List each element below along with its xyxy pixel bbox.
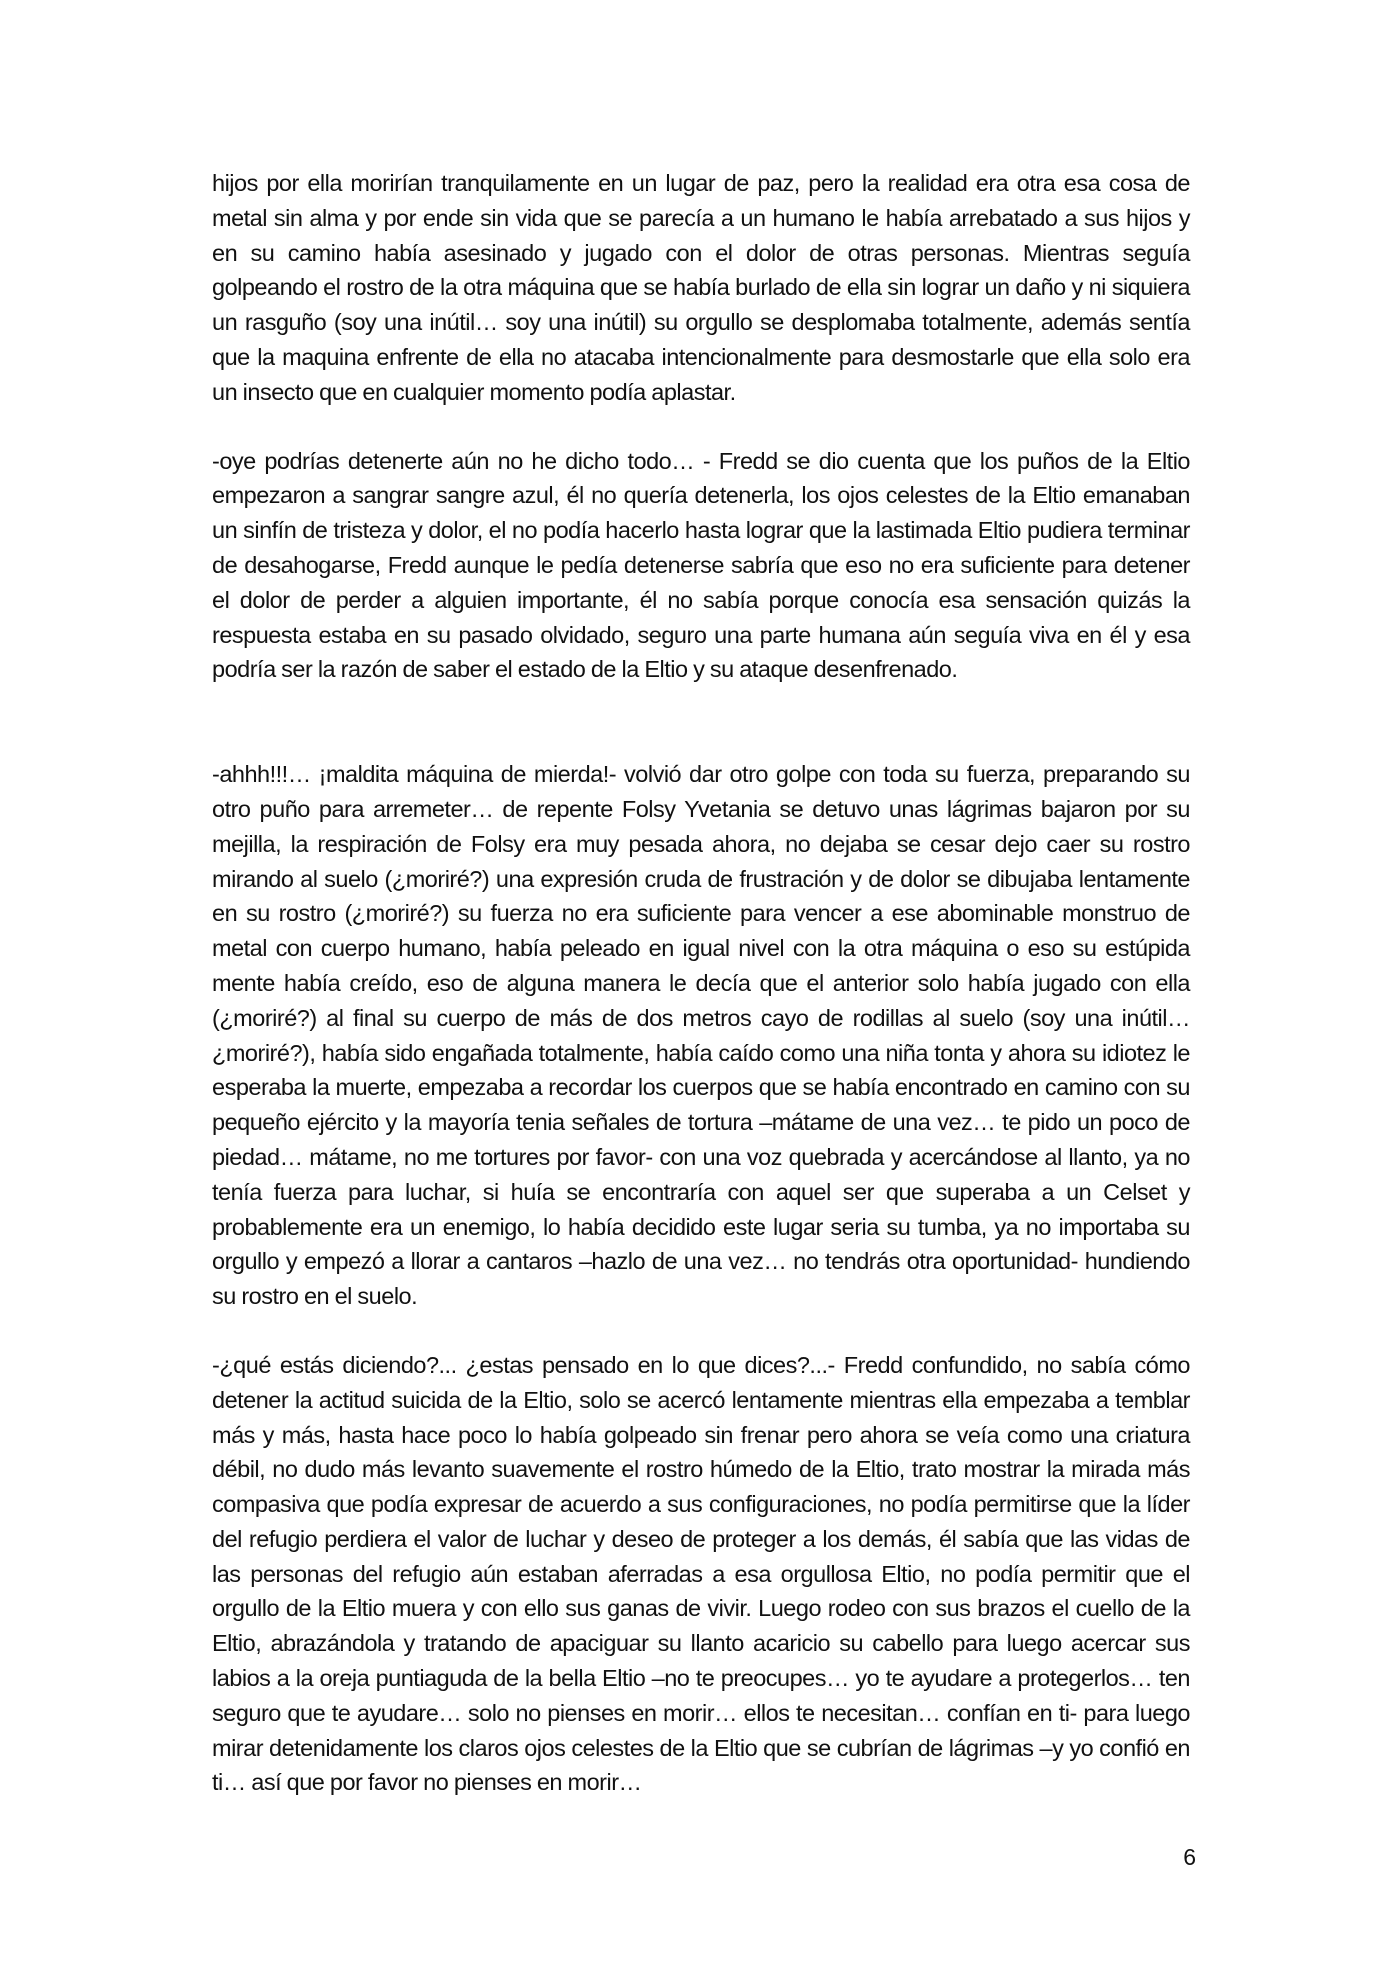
- paragraph-3: -ahhh!!!… ¡maldita máquina de mierda!- volvió dar otro golpe con toda su fuerza, preparando su otro puño para arremeter… de repente Folsy Yvetania se detuvo unas lágrimas bajaron por su mejilla, la respiración de Folsy era muy pesada ahora, no dejaba se cesar dejo caer su rostro mirando al suelo (¿moriré?) una expresión cruda de frustración y de dolor se dibujaba lentamente en su rostro (¿moriré?) su fuerza no era suficiente para vencer a ese abominable monstruo de metal con cuerpo humano, había peleado en igual nivel con la otra máquina o eso su estúpida mente había creído, eso de alguna manera le decía que el anterior solo había jugado con ella (¿moriré?) al final su cuerpo de más de dos metros cayo de rodillas al suelo (soy una inútil… ¿moriré?), había sido engañada totalmente, había caído como una niña tonta y ahora su idiotez le esperaba la muerte, empezaba a recordar los cuerpos que se había encontrado en camino con su pequeño ejército y la mayoría tenia señales de tortura –mátame de una vez… te pido un poco de piedad… mátame, no me tortures por favor- con una voz quebrada y acercándose al llanto, ya no tenía fuerza para luchar, si huía se encontraría con aquel ser que superaba a un Celset y probablemente era un enemigo, lo había decidido este lugar seria su tumba, ya no importaba su orgullo y empezó a llorar a cantaros –hazlo de una vez… no tendrás otra oportunidad- hundiendo su rostro en el suelo.: [212, 761, 1190, 1310]
- paragraph-2: -oye podrías detenerte aún no he dicho todo… - Fredd se dio cuenta que los puños de la Eltio empezaron a sangrar sangre azul, él no quería detenerla, los ojos celestes de la Eltio emanaban un sinfín de tristeza y dolor, el no podía hacerlo hasta lograr que la lastimada Eltio pudiera terminar de desahogarse, Fredd aunque le pedía detenerse sabría que eso no era suficiente para detener el dolor de perder a alguien importante, él no sabía porque conocía esa sensación quizás la respuesta estaba en su pasado olvidado, seguro una parte humana aún seguía viva en él y esa podría ser la razón de saber el estado de la Eltio y su ataque desenfrenado.: [212, 447, 1190, 683]
- paragraph-4: -¿qué estás diciendo?... ¿estas pensado en lo que dices?...- Fredd confundido, no sabía cómo detener la actitud suicida de la Eltio, solo se acercó lentamente mientras ella empezaba a temblar más y más, hasta hace poco lo había golpeado sin frenar pero ahora se veía como una criatura débil, no dudo más levanto suavemente el rostro húmedo de la Eltio, trato mostrar la mirada más compasiva que podía expresar de acuerdo a sus configuraciones, no podía permitirse que la líder del refugio perdiera el valor de luchar y deseo de proteger a los demás, él sabía que las vidas de las personas del refugio aún estaban aferradas a esa orgullosa Eltio, no podía permitir que el orgullo de la Eltio muera y con ello sus ganas de vivir. Luego rodeo con sus brazos el cuello de la Eltio, abrazándola y tratando de apaciguar su llanto acaricio su cabello para luego acercar sus labios a la oreja puntiaguda de la bella Eltio –no te preocupes… yo te ayudare a protegerlos… ten seguro que te ayudare… solo no pienses en morir… ellos te necesitan… confían en ti- para luego mirar detenidamente los claros ojos celestes de la Eltio que se cubrían de lágrimas –y yo confió en ti… así que por favor no pienses en morir…: [212, 1351, 1190, 1796]
- page-number: 6: [1183, 1844, 1196, 1870]
- paragraph-1: hijos por ella morirían tranquilamente en un lugar de paz, pero la realidad era otra esa cosa de metal sin alma y por ende sin vida que se parecía a un humano le había arrebatado a sus hijos y en su camino había asesinado y jugado con el dolor de otras personas. Mientras seguía golpeando el rostro de la otra máquina que se había burlado de ella sin lograr un daño y ni siquiera un rasguño (soy una inútil… soy una inútil) su orgullo se desplomaba totalmente, además sentía que la maquina enfrente de ella no atacaba intencionalmente para desmostarle que ella solo era un insecto que en cualquier momento podía aplastar.: [212, 170, 1190, 405]
- body-text: [212, 166, 1190, 1800]
